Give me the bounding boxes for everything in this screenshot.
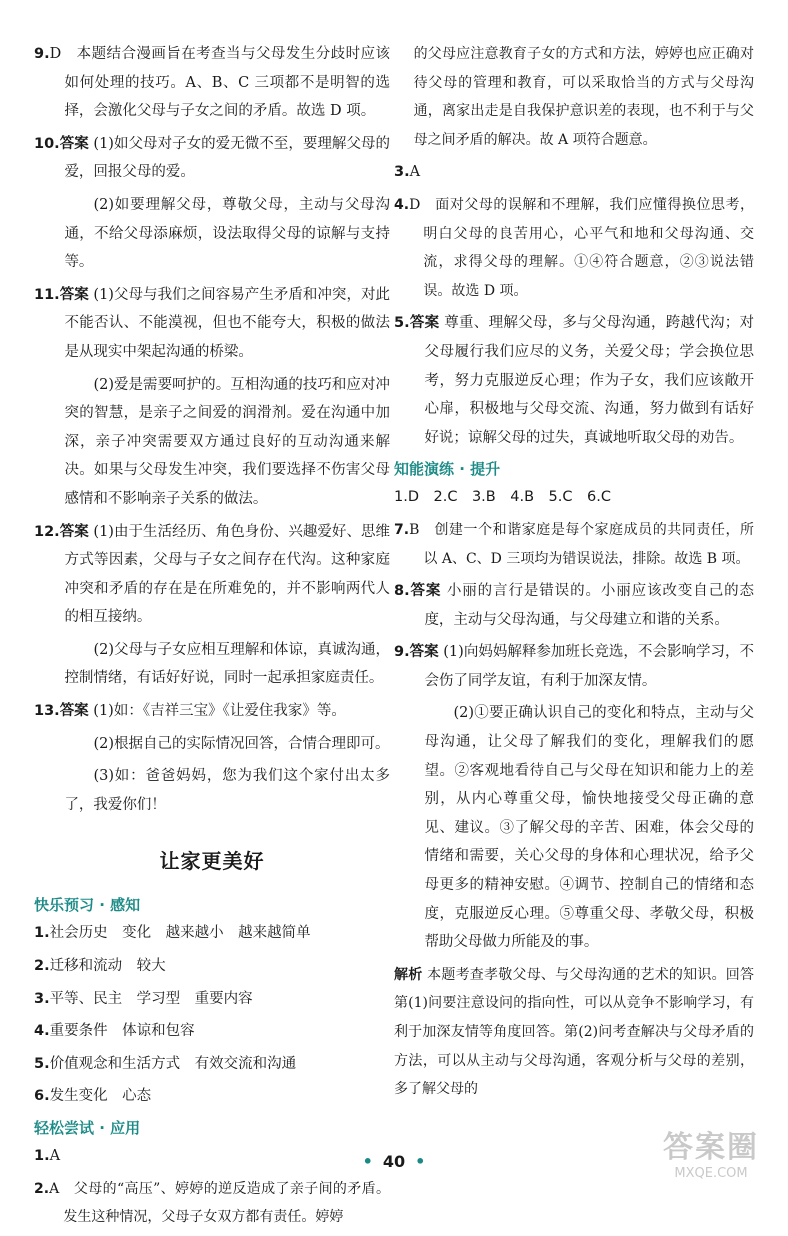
question-number: 4.	[394, 196, 410, 213]
question-text: A 父母的“高压”、婷婷的逆反造成了亲子间的矛盾。发生这种情况，父母子女双方都有责任。婷婷	[49, 1180, 390, 1226]
item-number: 3.	[34, 990, 50, 1007]
footer-dot: •	[415, 1152, 426, 1171]
answer-text: (1)父母与我们之间容易产生矛盾和冲突，对此不能否认、不能漠视，但也不能夸大，积极的做法是从现实中架起沟通的桥梁。	[64, 286, 391, 360]
section-list	[34, 919, 390, 1111]
item-text: 平等、民主 学习型 重要内容	[49, 990, 253, 1007]
list-item	[34, 919, 390, 948]
question-10	[34, 130, 390, 187]
analysis-label: 解析	[394, 966, 423, 983]
right-column	[394, 40, 754, 1108]
section-title: 快乐预习 · 感知	[34, 896, 141, 915]
item-text: 重要条件 体谅和包容	[49, 1023, 195, 1040]
item-text: 价值观念和生活方式 有效交流和沟通	[49, 1055, 297, 1072]
item-number: 4.	[34, 1023, 50, 1040]
answer-paragraph: (3)如：爸爸妈妈，您为我们这个家付出太多了，我爱你们！	[64, 768, 390, 813]
answer-text: (1)如父母对子女的爱无微不至，要理解父母的爱，回报父母的爱。	[64, 135, 391, 181]
question-number: 9.	[34, 46, 50, 62]
list-item	[34, 952, 390, 981]
item-number: 6.	[34, 1088, 50, 1105]
answer-label: 答案	[59, 702, 89, 720]
list-item	[34, 985, 390, 1014]
question-text: B 创建一个和谐家庭是每个家庭成员的共同责任，所以 A、C、D 三项均为错误说法，排除。故选 B 项。	[409, 521, 754, 567]
item-text: 迁移和流动 较大	[49, 958, 166, 975]
list-item	[34, 1017, 390, 1046]
question-13	[34, 697, 390, 726]
item-number: 2.	[34, 958, 50, 975]
answer-paragraph: (2)如要理解父母，尊敬父母，主动与父母沟通，不给父母添麻烦，设法取得父母的谅解与支持等。	[64, 196, 390, 271]
item-text: 发生变化 心态	[49, 1088, 152, 1105]
question-number: 5.	[394, 315, 410, 332]
question-number: 3.	[394, 164, 410, 181]
analysis-text: 本题考查孝敬父母、与父母沟通的艺术的知识。回答第(1)问要注意设问的指向性，可以从竞争不影响学习，有利于加深友情等角度回答。第(2)问考查解决与父母矛盾的方法，可以从主动与父母沟通，客观分析与父母的差别，多了解父母的	[394, 966, 755, 1098]
question-11	[34, 281, 390, 367]
list-item	[34, 1050, 390, 1079]
question-9	[34, 40, 390, 126]
watermark-url: MXQE.COM	[674, 1166, 748, 1181]
question-3	[394, 158, 754, 187]
continued-text: 的父母应注意教育子女的方式和方法，婷婷也应正确对待父母的管理和教育，可以采取恰当的方式与父母沟通，离家出走是自我保护意识差的表现，也不利于与父母之间矛盾的解决。故 A 项符合题意。	[413, 46, 754, 148]
answer-text: (1)向妈妈解释参加班长竞选，不会影响学习，不会伤了同学友谊，有利于加深友情。	[424, 644, 754, 689]
answer-label: 答案	[59, 134, 89, 152]
question-5	[394, 309, 754, 452]
question-8	[394, 577, 754, 634]
answer-paragraph: (2)父母与子女应相互理解和体谅，真诚沟通，控制情绪，有话好好说，同时一起承担家庭责任。	[64, 641, 390, 687]
answer-label: 答案	[59, 522, 89, 540]
question-number: 13.	[34, 703, 60, 720]
answer-label: 答案	[409, 643, 439, 661]
question-7	[394, 516, 754, 573]
item-number: 1.	[34, 925, 50, 942]
question-text: A	[409, 164, 421, 181]
item-text: 社会历史 变化 越来越小 越来越简单	[49, 925, 311, 942]
section-title: 轻松尝试 · 应用	[34, 1119, 141, 1137]
question-4	[394, 191, 754, 305]
question-number: 9.	[394, 644, 410, 661]
answer-text: (1)由于生活经历、角色身份、兴趣爱好、思维方式等因素，父母与子女之间存在代沟。这种家庭冲突和矛盾的存在是在所难免的，并不影响两代人的相互接纳。	[64, 523, 391, 626]
answers-1-to-6: 1.D 2.C 3.B 4.B 5.C 6.C	[394, 489, 611, 506]
page-number: 40	[382, 1152, 406, 1171]
question-number: 8.	[394, 583, 410, 600]
footer-dot: •	[362, 1152, 373, 1171]
question-text: D 面对父母的误解和不理解，我们应懂得换位思考，明白父母的良苦用心，心平气和地和父母沟通、交流，求得父母的理解。①④符合题意，②③说法错误。故选 D 项。	[409, 196, 754, 299]
answer-paragraph: (2)爱是需要呵护的。互相沟通的技巧和应对冲突的智慧，是亲子之间爱的润滑剂。爱在沟通中加深，亲子冲突需要双方通过良好的互动沟通来解决。如果与父母发生冲突，我们要选择不伤害父母感情和不影响亲子关系的做法。	[64, 376, 390, 507]
watermark-logo	[646, 1122, 776, 1192]
answer-label: 答案	[59, 285, 89, 303]
question-number: 2.	[34, 1180, 50, 1197]
chapter-title: 让家更美好	[159, 849, 265, 874]
question-text: A	[49, 1148, 61, 1164]
answer-label: 答案	[409, 582, 442, 600]
answer-label: 答案	[409, 314, 440, 332]
question-number: 12.	[34, 523, 60, 540]
question-9-right	[394, 638, 754, 695]
item-number: 5.	[34, 1055, 50, 1072]
question-number: 1.	[34, 1148, 50, 1164]
answer-paragraph: (2)①要正确认识自己的变化和特点，主动与父母沟通，让父母了解我们的变化，理解我们的愿望。②客观地看待自己与父母在知识和能力上的差别，从内心尊重父母，愉快地接受父母正确的意见、建议。③了解父母的辛苦、困难，体会父母的情绪和需要，关心父母的身体和心理状况，给予父母更多的精神安慰。④调节、控制自己的情绪和态度，克服逆反心理。⑤尊重父母、孝敬父母，积极帮助父母做力所能及的事。	[424, 705, 754, 951]
question-text: D 本题结合漫画旨在考查当与父母发生分歧时应该如何处理的技巧。A、B、C 三项都不是明智的选择，会激化父母与子女之间的矛盾。故选 D 项。	[49, 46, 390, 120]
answer-text: 小丽的言行是错误的。小丽应该改变自己的态度，主动与父母沟通，与父母建立和谐的关系。	[424, 583, 755, 628]
list-item	[34, 1082, 390, 1111]
watermark-mark: 答案圈	[663, 1130, 759, 1165]
question-number: 7.	[394, 521, 410, 538]
section-title: 知能演练 · 提升	[394, 460, 501, 479]
question-2	[34, 1175, 390, 1232]
answer-text: 尊重、理解父母，多与父母沟通，跨越代沟；对父母履行我们应尽的义务，关爱父母；学会换位思考，努力克服逆反心理；作为子女，我们应该敞开心扉，积极地与父母交流、沟通，努力做到有话好好说；谅解父母的过失，真诚地听取父母的劝告。	[424, 315, 755, 446]
question-12	[34, 518, 390, 632]
analysis	[394, 961, 754, 1104]
left-column	[34, 40, 390, 1236]
answer-paragraph: (2)根据自己的实际情况回答，合情合理即可。	[93, 735, 390, 752]
answer-text: (1)如：《吉祥三宝》《让爱住我家》等。	[93, 703, 346, 720]
question-number: 11.	[34, 286, 60, 303]
question-number: 10.	[34, 135, 60, 152]
